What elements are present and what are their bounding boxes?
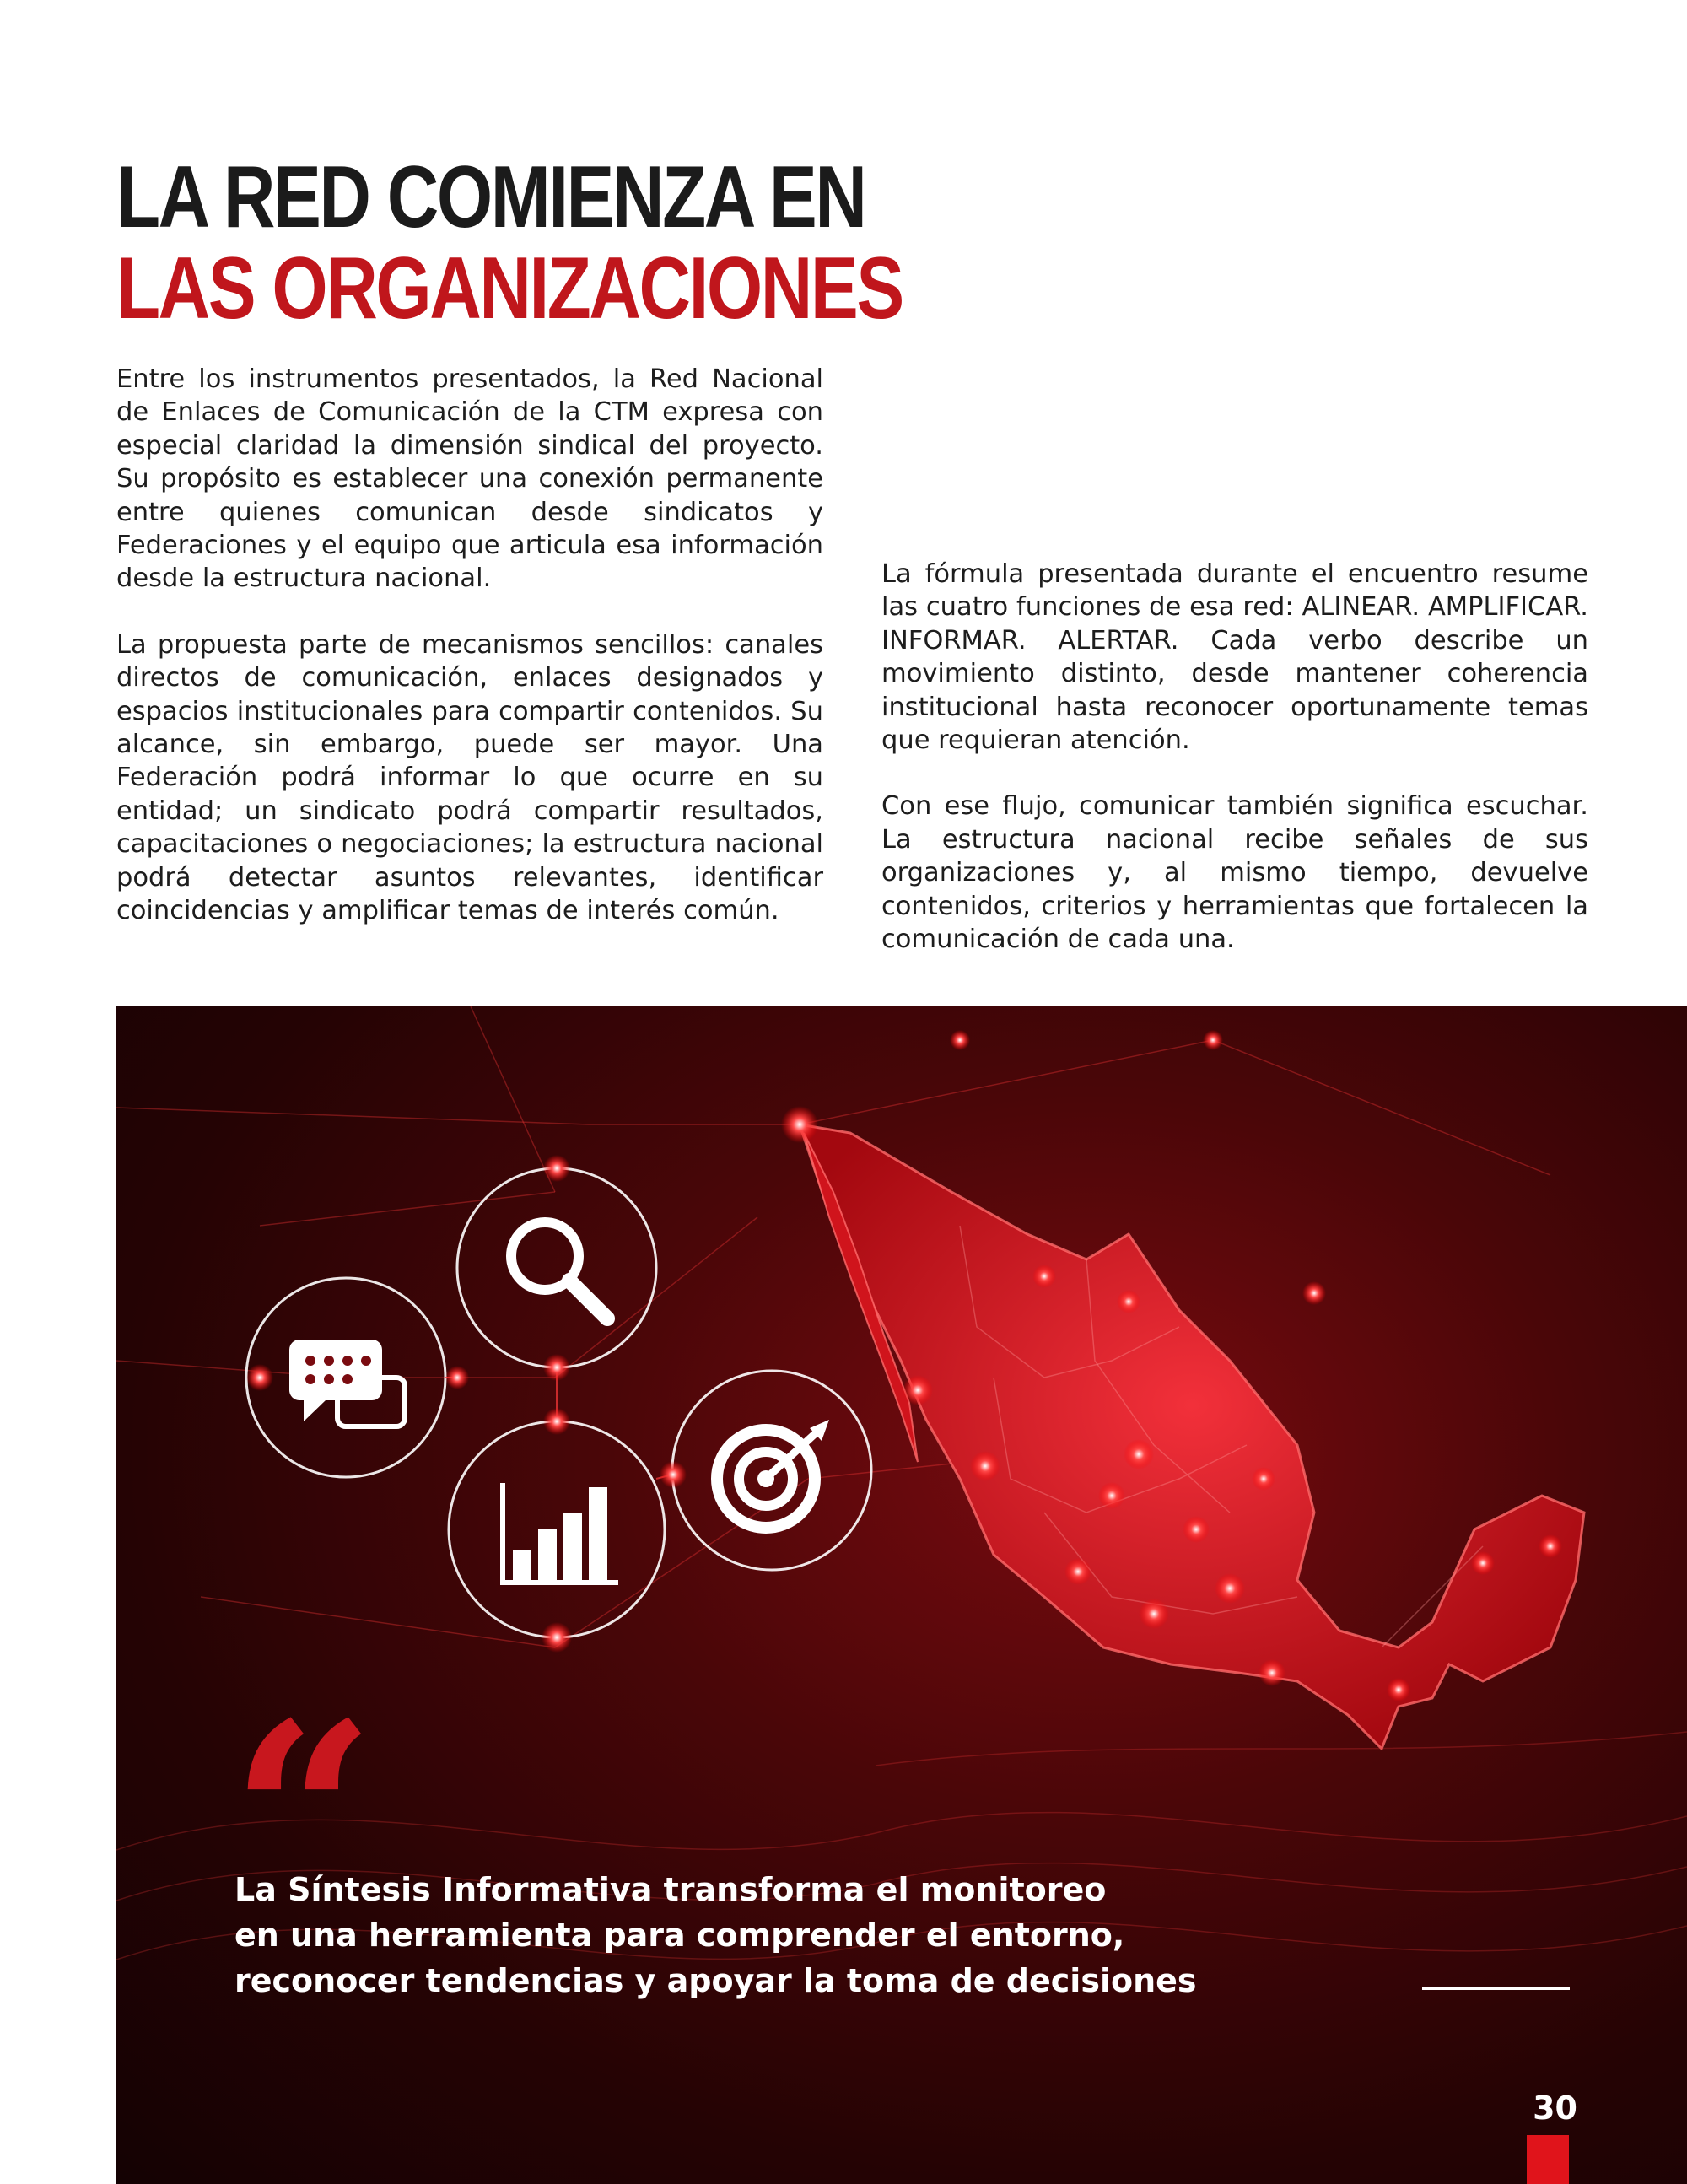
magnifier-icon bbox=[511, 1222, 607, 1318]
title-line-1: LA RED COMIENZA EN bbox=[116, 148, 865, 246]
page-title bbox=[116, 148, 903, 337]
quote-line: reconocer tendencias y apoyar la toma de decisiones bbox=[234, 1962, 1197, 1999]
paragraph: Entre los instrumentos presentados, la Red Nacional de Enlaces de Comunicación de la CTM expresa con especial claridad la dimensión sindical del proyecto. Su propósito es establecer una conexión permanente entre quienes comunican desde sindicatos y Federaciones y el equipo que articula esa información desde la estructura nacional. bbox=[116, 364, 823, 594]
pull-quote bbox=[234, 1867, 1331, 2003]
page-number: 30 bbox=[1533, 2090, 1577, 2127]
bar-chart-icon bbox=[500, 1483, 618, 1585]
chat-bubbles-icon bbox=[289, 1340, 405, 1426]
body-column-right bbox=[881, 558, 1588, 989]
search-circle bbox=[457, 1168, 656, 1367]
body-column-left bbox=[116, 363, 823, 961]
mexico-map-illustration bbox=[800, 1124, 1584, 1749]
paragraph: Con ese flujo, comunicar también significa escuchar. La estructura nacional recibe señales de sus organizaciones y, al mismo tiempo, devuelve contenidos, criterios y herramientas que fortalecen la comunicación de cada una. bbox=[881, 791, 1588, 955]
divider bbox=[1422, 1987, 1570, 1990]
quote-line: en una herramienta para comprender el entorno, bbox=[234, 1917, 1125, 1954]
page-marker bbox=[1527, 2135, 1569, 2184]
paragraph: La fórmula presentada durante el encuentro resume las cuatro funciones de esa red: ALINEAR. AMPLIFICAR. INFORMAR. ALERTAR. Cada verbo describe un movimiento distinto, desde mantener coherencia institucional hasta reconocer oportunamente temas que requieran atención. bbox=[881, 559, 1588, 756]
hero-image bbox=[116, 1006, 1687, 2184]
target-arrow-icon bbox=[717, 1420, 829, 1528]
quote-line: La Síntesis Informativa transforma el monitoreo bbox=[234, 1871, 1107, 1908]
network-illustration bbox=[116, 1006, 1687, 2184]
paragraph: La propuesta parte de mecanismos sencillos: canales directos de comunicación, enlaces designados y espacios institucionales para compartir contenidos. Su alcance, sin embargo, puede ser mayor. Una Federación podrá informar lo que ocurre en su entidad; un sindicato podrá compartir resultados, capacitaciones o negociaciones; la estructura nacional podrá detectar asuntos relevantes, identificar coincidencias y amplificar temas de interés común. bbox=[116, 629, 823, 926]
title-line-2: LAS ORGANIZACIONES bbox=[116, 240, 903, 337]
quote-mark-icon: “ bbox=[230, 1667, 376, 1965]
